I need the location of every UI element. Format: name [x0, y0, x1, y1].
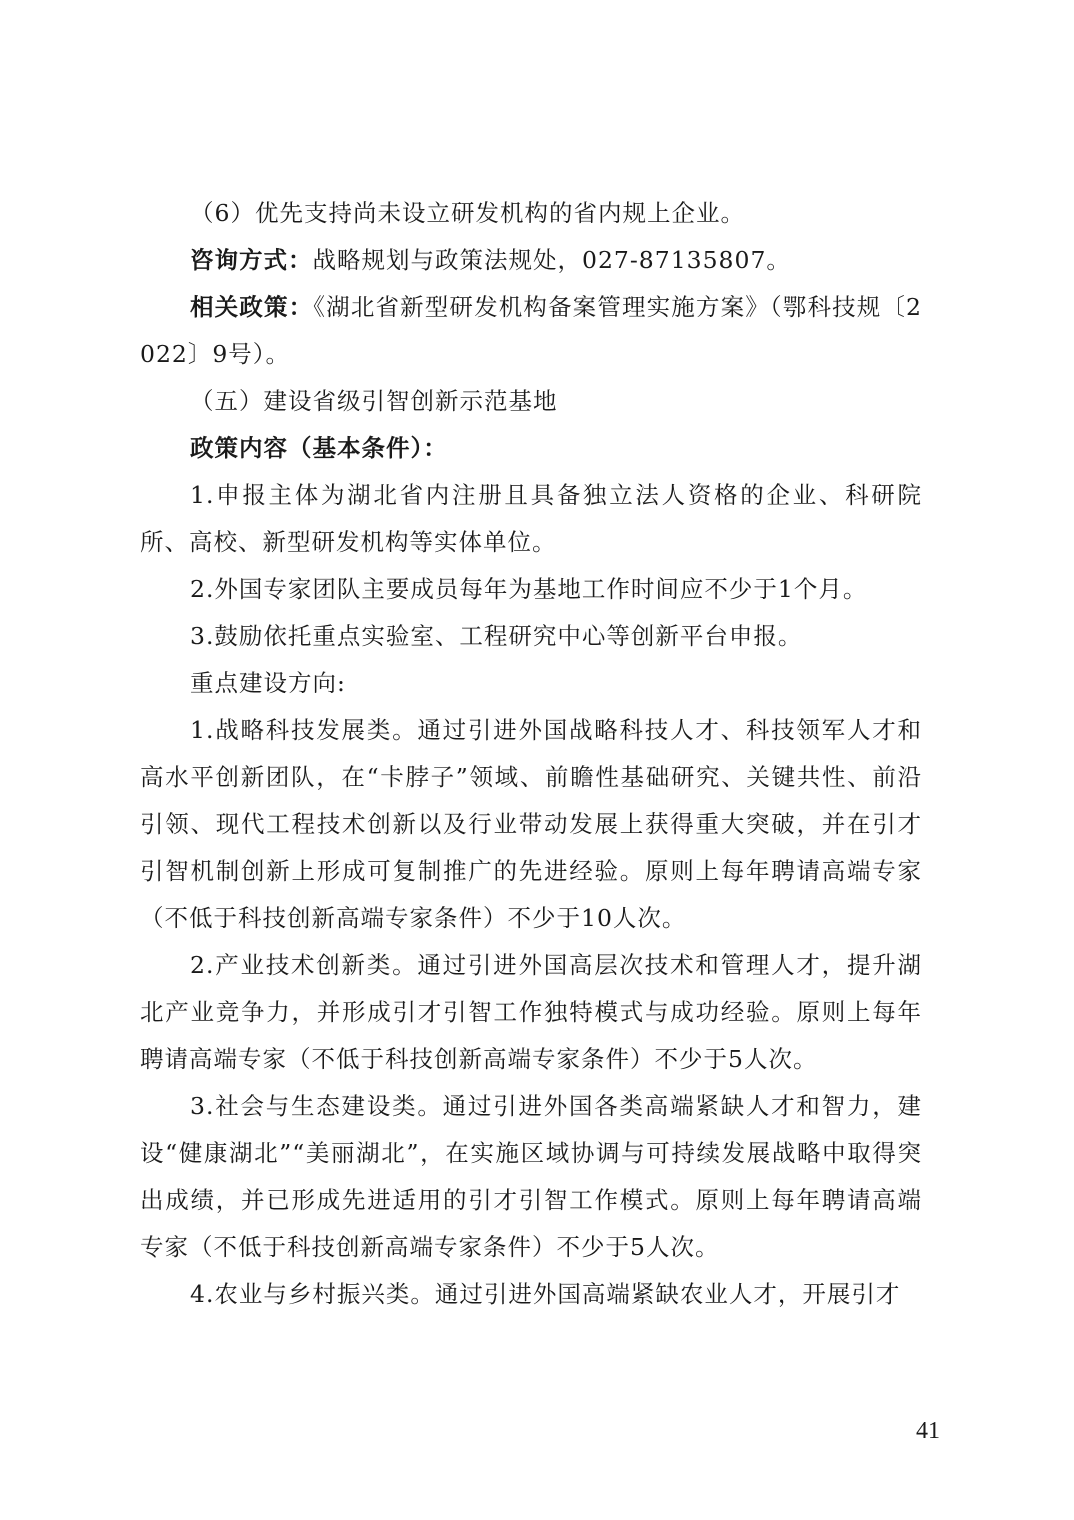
direction-item-3: 3.社会与生态建设类。通过引进外国各类高端紧缺人才和智力，建设“健康湖北”“美丽湖北”，在实施区域协调与可持续发展战略中取得突出成绩，并已形成先进适用的引才引智工作模式。原则上每年聘请高端专家（不低于科技创新高端专家条件）不少于5人次。 — [140, 1092, 922, 1261]
condition-item-3: 3.鼓励依托重点实验室、工程研究中心等创新平台申报。 — [190, 622, 803, 650]
direction-item-4: 4.农业与乡村振兴类。通过引进外国高端紧缺农业人才，开展引才 — [190, 1280, 901, 1308]
policy-content-heading: 政策内容（基本条件）： — [190, 434, 448, 462]
paragraph-priority-support: （6）优先支持尚未设立研发机构的省内规上企业。 — [190, 199, 745, 227]
paragraph-contact — [140, 237, 922, 284]
body-text — [140, 190, 922, 1318]
paragraph-related-policy — [140, 284, 922, 378]
condition-item-2: 2.外国专家团队主要成员每年为基地工作时间应不少于1个月。 — [190, 575, 868, 603]
contact-value: 战略规划与政策法规处，027-87135807。 — [312, 246, 791, 274]
related-policy-label: 相关政策： — [190, 293, 314, 321]
section-heading: （五）建设省级引智创新示范基地 — [190, 387, 558, 415]
page-number: 41 — [916, 1418, 940, 1444]
direction-item-1: 1.战略科技发展类。通过引进外国战略科技人才、科技领军人才和高水平创新团队，在“卡脖子”领域、前瞻性基础研究、关键共性、前沿引领、现代工程技术创新以及行业带动发展上获得重大突破，并在引才引智机制创新上形成可复制推广的先进经验。原则上每年聘请高端专家（不低于科技创新高端专家条件）不少于10人次。 — [140, 716, 922, 932]
contact-label: 咨询方式： — [190, 246, 313, 274]
related-policy-value: 《湖北省新型研发机构备案管理实施方案》（鄂科技规〔2022〕9号）。 — [140, 293, 923, 368]
direction-heading: 重点建设方向: — [190, 669, 346, 697]
condition-item-1: 1.申报主体为湖北省内注册且具备独立法人资格的企业、科研院所、高校、新型研发机构等实体单位。 — [140, 481, 922, 556]
direction-item-2: 2.产业技术创新类。通过引进外国高层次技术和管理人才，提升湖北产业竞争力，并形成引才引智工作独特模式与成功经验。原则上每年聘请高端专家（不低于科技创新高端专家条件）不少于5人次。 — [140, 951, 922, 1073]
